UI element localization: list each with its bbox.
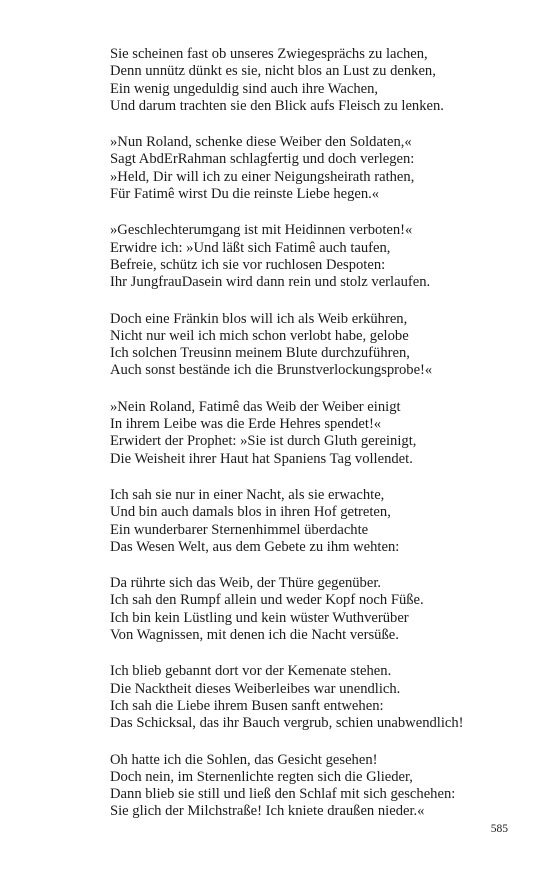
- verse-line: Erwidre ich: »Und läßt sich Fatimê auch taufen,: [110, 239, 391, 256]
- verse-line: Auch sonst bestände ich die Brunstverlockungsprobe!«: [110, 362, 433, 379]
- verse-line: Ich bin kein Lüstling und kein wüster Wuthverüber: [110, 609, 409, 626]
- verse-line: Und darum trachten sie den Blick aufs Fleisch zu lenken.: [110, 97, 444, 114]
- verse-line: Ich blieb gebannt dort vor der Kemenate stehen.: [110, 663, 392, 680]
- poem-text: [110, 46, 530, 840]
- verse-line: Für Fatimê wirst Du die reinste Liebe hegen.«: [110, 186, 380, 203]
- verse-line: In ihrem Leibe was die Erde Hehres spendet!«: [110, 416, 382, 433]
- stanza: [110, 311, 530, 380]
- verse-line: Sagt AbdErRahman schlagfertig und doch verlegen:: [110, 151, 415, 168]
- stanza: [110, 487, 530, 556]
- verse-line: Doch nein, im Sternenlichte regten sich die Glieder,: [110, 768, 413, 785]
- verse-line: Ihr JungfrauDasein wird dann rein und stolz verlaufen.: [110, 274, 431, 291]
- verse-line: Sie glich der Milchstraße! Ich kniete draußen nieder.«: [110, 803, 425, 820]
- stanza: [110, 752, 530, 821]
- verse-line: Ich sah den Rumpf allein und weder Kopf noch Füße.: [110, 592, 424, 609]
- verse-line: Da rührte sich das Weib, der Thüre gegenüber.: [110, 575, 382, 592]
- verse-line: Erwidert der Prophet: »Sie ist durch Gluth gereinigt,: [110, 433, 417, 450]
- verse-line: Ein wenig ungeduldig sind auch ihre Wachen,: [110, 80, 379, 97]
- stanza: [110, 399, 530, 468]
- verse-line: Denn unnütz dünkt es sie, nicht blos an Lust zu denken,: [110, 63, 436, 80]
- verse-line: Das Schicksal, das ihr Bauch vergrub, schien unabwendlich!: [110, 715, 464, 732]
- verse-line: Befreie, schütz ich sie vor ruchlosen Despoten:: [110, 256, 386, 273]
- verse-line: Oh hatte ich die Sohlen, das Gesicht gesehen!: [110, 751, 378, 768]
- verse-line: Von Wagnissen, mit denen ich die Nacht versüße.: [110, 627, 399, 644]
- page-number: 585: [490, 823, 508, 835]
- verse-line: »Nein Roland, Fatimê das Weib der Weiber einigt: [110, 398, 401, 415]
- stanza: [110, 134, 530, 203]
- verse-line: Doch eine Fränkin blos will ich als Weib erkühren,: [110, 310, 408, 327]
- verse-line: Ein wunderbarer Sternenhimmel überdachte: [110, 521, 369, 538]
- verse-line: Und bin auch damals blos in ihren Hof getreten,: [110, 504, 391, 521]
- verse-line: Die Weisheit ihrer Haut hat Spaniens Tag vollendet.: [110, 450, 413, 467]
- verse-line: Nicht nur weil ich mich schon verlobt habe, gelobe: [110, 327, 409, 344]
- stanza: [110, 575, 530, 644]
- stanza: [110, 46, 530, 115]
- verse-line: Ich solchen Treusinn meinem Blute durchzuführen,: [110, 345, 410, 362]
- verse-line: Sie scheinen fast ob unseres Zwiegesprächs zu lachen,: [110, 46, 428, 62]
- verse-line: Die Nacktheit dieses Weiberleibes war unendlich.: [110, 680, 401, 697]
- verse-line: Ich sah sie nur in einer Nacht, als sie erwachte,: [110, 486, 385, 503]
- verse-line: »Geschlechterumgang ist mit Heidinnen verboten!«: [110, 222, 413, 239]
- verse-line: Das Wesen Welt, aus dem Gebete zu ihm wehten:: [110, 538, 400, 555]
- stanza: [110, 222, 530, 291]
- verse-line: Dann blieb sie still und ließ den Schlaf mit sich geschehen:: [110, 786, 456, 803]
- stanza: [110, 663, 530, 732]
- verse-line: »Held, Dir will ich zu einer Neigungsheirath rathen,: [110, 168, 415, 185]
- verse-line: »Nun Roland, schenke diese Weiber den Soldaten,«: [110, 134, 412, 151]
- verse-line: Ich sah die Liebe ihrem Busen sanft entwehen:: [110, 697, 384, 714]
